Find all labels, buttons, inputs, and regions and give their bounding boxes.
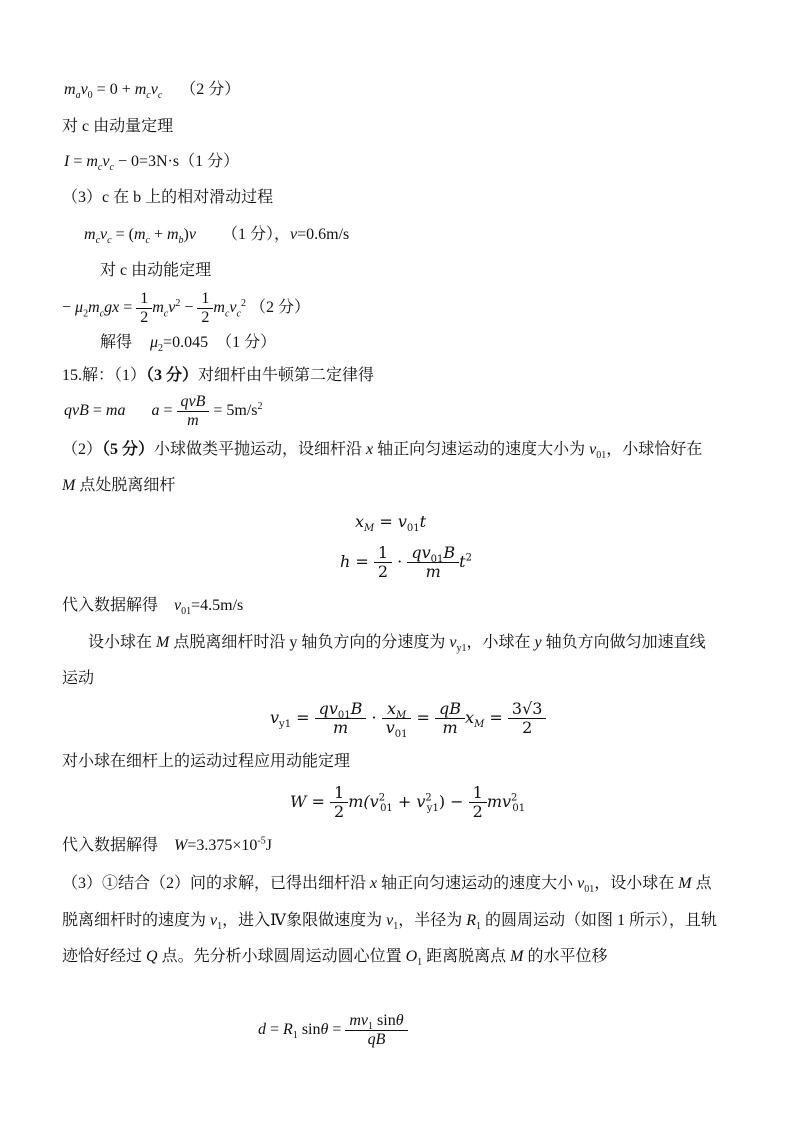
math: 01	[181, 606, 192, 618]
math: M	[156, 634, 170, 651]
math: 2	[240, 297, 246, 309]
math: x	[370, 875, 378, 892]
part-3-text	[62, 874, 712, 894]
math: v	[589, 441, 597, 458]
text: 轴负方向做匀加速直线	[541, 634, 706, 651]
math: m	[435, 718, 465, 737]
math: μ	[75, 299, 84, 317]
fraction	[179, 393, 208, 430]
math: v	[150, 81, 158, 98]
math: v	[369, 792, 379, 811]
math: Q	[146, 948, 158, 965]
math: m	[86, 153, 98, 170]
math: x	[355, 512, 365, 531]
mu-result	[100, 333, 276, 353]
math: M	[395, 710, 407, 722]
math: μ	[150, 334, 159, 351]
math: 1	[472, 783, 483, 802]
math: 1	[292, 1030, 298, 1042]
fraction	[471, 784, 485, 821]
math: ma	[105, 402, 126, 420]
math: =	[350, 552, 374, 571]
math: ·	[392, 552, 408, 571]
math: 2	[330, 802, 348, 821]
fraction	[347, 1012, 405, 1049]
math: qB	[439, 699, 462, 718]
math: v	[449, 634, 457, 651]
math: 01	[394, 729, 408, 741]
math: v	[577, 875, 585, 892]
math: 1	[393, 921, 399, 933]
math: =	[291, 708, 315, 727]
math: 01	[512, 803, 526, 815]
math: v	[80, 81, 88, 98]
fraction	[409, 544, 457, 581]
math: v	[102, 153, 110, 170]
label: 代入数据解得	[62, 597, 159, 614]
math: m	[88, 299, 100, 317]
math: 1	[334, 783, 345, 802]
text: 脱离细杆时的速度为	[62, 912, 211, 929]
math: v	[100, 226, 108, 243]
part-2-text	[62, 476, 175, 496]
math: 1	[377, 543, 389, 562]
math: 2	[511, 792, 518, 804]
text-line: 运动	[62, 670, 95, 687]
math: v	[174, 597, 182, 614]
math: = 0 +	[92, 81, 135, 98]
math: 01	[584, 884, 595, 896]
score: （3 分）	[146, 367, 199, 384]
math: = 5m/s	[209, 402, 258, 420]
math: m	[177, 411, 210, 430]
math: =	[88, 402, 106, 420]
math: O	[405, 948, 418, 965]
kinetic-energy-equation	[62, 290, 310, 327]
math: a	[151, 402, 160, 420]
text: 点	[691, 875, 712, 892]
math: 2	[508, 718, 547, 737]
label: 解得	[100, 334, 133, 351]
math: M	[364, 523, 375, 535]
math: 01	[596, 450, 607, 462]
text: 15.解：（1）	[62, 367, 147, 384]
text: （3）①结合（2）问的求解，已得出细杆沿	[62, 875, 371, 892]
math: W	[290, 792, 307, 811]
math: x	[465, 708, 475, 727]
math: qB	[345, 1030, 407, 1049]
math: =	[159, 402, 177, 420]
math: m	[213, 299, 225, 317]
math: c	[95, 235, 101, 247]
math: v	[168, 299, 176, 317]
math: c	[99, 308, 105, 320]
text: 点脱离细杆时沿 y 轴负方向的分速度为	[169, 634, 450, 651]
math: y	[534, 634, 542, 651]
math: W	[174, 837, 188, 854]
math: 0	[87, 90, 93, 102]
xm-equation	[355, 512, 427, 535]
math: 1	[140, 290, 149, 307]
math: =	[69, 153, 87, 170]
math: c	[157, 90, 163, 102]
math: v	[270, 708, 280, 727]
math: c	[109, 162, 114, 174]
vy-equation	[270, 699, 546, 741]
text: ，小球恰好在	[606, 441, 703, 458]
text: 点。先分析小球圆周运动圆心位置	[157, 948, 406, 965]
math: x	[366, 441, 374, 458]
fraction	[384, 699, 410, 741]
math: y1	[456, 643, 467, 655]
fraction	[510, 700, 545, 737]
text-line: 对 c 由动能定理	[100, 262, 212, 279]
h-equation	[340, 544, 472, 581]
math: qvB	[64, 402, 89, 420]
math: 01	[380, 803, 393, 815]
math: 01	[430, 554, 444, 566]
math: I	[64, 153, 70, 170]
math: M	[62, 477, 76, 494]
math: c	[163, 308, 169, 320]
text: 点处脱离细杆	[75, 477, 176, 494]
fraction	[199, 290, 211, 327]
math: 2	[378, 792, 386, 804]
label: 代入数据解得	[62, 837, 159, 854]
math: M	[510, 948, 524, 965]
math: v	[290, 226, 298, 243]
result: =3.375×10	[187, 837, 258, 854]
text: 的圆周运动（如图 1 所示），且轨	[481, 912, 718, 929]
math: c	[145, 235, 150, 247]
text: 小球做类平抛运动，设细杆沿	[154, 441, 367, 458]
math: = (	[111, 226, 134, 243]
math: c	[224, 308, 230, 320]
math: b	[178, 235, 184, 247]
math: 2	[175, 297, 181, 309]
text: ，进入Ⅳ象限做速度为	[222, 912, 387, 929]
math: m	[315, 718, 367, 737]
math: c	[107, 235, 112, 247]
math: m	[64, 81, 76, 98]
newton-equation	[64, 393, 263, 430]
math: m	[133, 226, 146, 243]
text: 的水平位移	[523, 948, 608, 965]
math: m	[84, 226, 96, 243]
math: sin	[373, 1011, 396, 1029]
score: （5 分）	[102, 441, 155, 458]
math: ) −	[438, 792, 469, 811]
text: 轴正向匀速运动的速度大小	[377, 875, 578, 892]
math: =	[328, 1021, 346, 1038]
math: =	[266, 1021, 284, 1038]
math: ·	[366, 708, 382, 727]
text-line: 对 c 由动量定理	[62, 118, 174, 135]
score: （1 分）	[216, 334, 277, 351]
math: −	[180, 299, 198, 317]
score: （1 分），	[221, 226, 290, 243]
math: =	[411, 708, 436, 727]
math: qv	[318, 699, 338, 718]
math: B	[443, 543, 456, 562]
math: 1	[368, 1021, 374, 1033]
math: R	[466, 912, 477, 929]
math: v	[229, 299, 237, 317]
fraction	[138, 290, 150, 327]
math: a	[75, 90, 81, 102]
math: =	[374, 512, 398, 531]
math: M	[678, 875, 692, 892]
math: m	[152, 299, 164, 317]
math: 01	[337, 710, 351, 722]
score: （1 分）	[179, 153, 240, 170]
math: c	[97, 162, 103, 174]
math: d	[258, 1021, 266, 1038]
math: v	[386, 912, 394, 929]
part-3-text	[62, 911, 717, 931]
math: J	[265, 837, 272, 854]
math: v	[188, 226, 196, 243]
text: ，小球在	[466, 634, 535, 651]
math: B	[350, 699, 363, 718]
math: -5	[257, 835, 266, 847]
fraction	[437, 700, 463, 737]
math: 3√3	[511, 699, 543, 718]
math: 2	[83, 308, 89, 320]
math: gx	[104, 299, 120, 317]
math: x	[386, 699, 396, 718]
math: sin	[297, 1021, 321, 1038]
text-line: 对小球在细杆上的运动过程应用动能定理	[62, 753, 351, 770]
math: 01	[406, 523, 420, 535]
part-2-text	[62, 440, 702, 460]
math: 1	[217, 921, 223, 933]
v01-result	[62, 596, 243, 616]
math: −	[62, 299, 76, 317]
math: 1	[476, 921, 482, 933]
math: θ	[320, 1021, 329, 1038]
math: v	[210, 912, 218, 929]
math: R	[283, 1021, 293, 1038]
result: =0.6m/s	[297, 226, 350, 243]
text: 迹恰好经过	[62, 948, 147, 965]
math: 2	[425, 792, 432, 804]
work-equation	[290, 784, 525, 821]
math: h	[340, 552, 351, 571]
math: =3N·s	[138, 153, 180, 170]
fraction	[317, 700, 365, 737]
math: y1	[426, 803, 439, 815]
math: m	[134, 81, 147, 98]
math: qvB	[180, 393, 206, 410]
part-3-text	[62, 947, 608, 967]
math: m	[407, 562, 459, 581]
displacement-equation	[258, 1010, 408, 1050]
score: （2 分）	[180, 81, 241, 98]
math: v	[397, 512, 407, 531]
momentum-conservation-equation	[84, 225, 349, 245]
impulse-equation	[64, 152, 239, 172]
text: ，设小球在	[594, 875, 679, 892]
math: t	[459, 552, 466, 571]
question-15-heading	[62, 366, 374, 386]
work-result	[62, 836, 272, 856]
math: 2	[374, 562, 392, 581]
math: v	[385, 718, 395, 737]
math: 2	[158, 343, 164, 355]
math: =	[484, 708, 508, 727]
math: θ	[395, 1011, 404, 1029]
math: m(	[348, 792, 370, 811]
math: )	[183, 226, 189, 243]
fraction	[332, 784, 346, 821]
vy-text	[88, 633, 706, 653]
text: 距离脱离点	[422, 948, 511, 965]
math: =	[306, 792, 331, 811]
text-line: （3）c 在 b 上的相对滑动过程	[62, 189, 274, 206]
math: M	[474, 719, 485, 731]
math: v	[416, 792, 426, 811]
math: qv	[411, 543, 431, 562]
text: ，半径为	[398, 912, 467, 929]
math: c	[236, 308, 241, 320]
math: 2	[257, 400, 263, 412]
score: （2 分）	[249, 299, 310, 317]
math: 2	[465, 552, 472, 564]
math: m	[166, 226, 179, 243]
math: − 0	[113, 153, 139, 170]
result: =0.045	[163, 334, 209, 351]
math: t	[419, 512, 427, 531]
math: 1	[417, 957, 423, 969]
math: mv	[486, 792, 512, 811]
fraction	[376, 544, 390, 581]
math: +	[149, 226, 167, 243]
result: =4.5m/s	[191, 597, 244, 614]
text: 对细杆由牛顿第二定律得	[198, 367, 375, 384]
math: 2	[469, 802, 487, 821]
math: 2	[197, 308, 213, 327]
math: =	[119, 299, 137, 317]
math: mv	[349, 1011, 369, 1029]
text: 设小球在	[88, 634, 157, 651]
math: 1	[201, 290, 210, 307]
math: y1	[279, 719, 292, 731]
math: c	[146, 90, 151, 102]
text: 轴正向匀速运动的速度大小为	[373, 441, 590, 458]
text: （2）	[62, 441, 103, 458]
math: 2	[136, 308, 152, 327]
math: +	[392, 792, 417, 811]
momentum-equation	[64, 80, 240, 100]
